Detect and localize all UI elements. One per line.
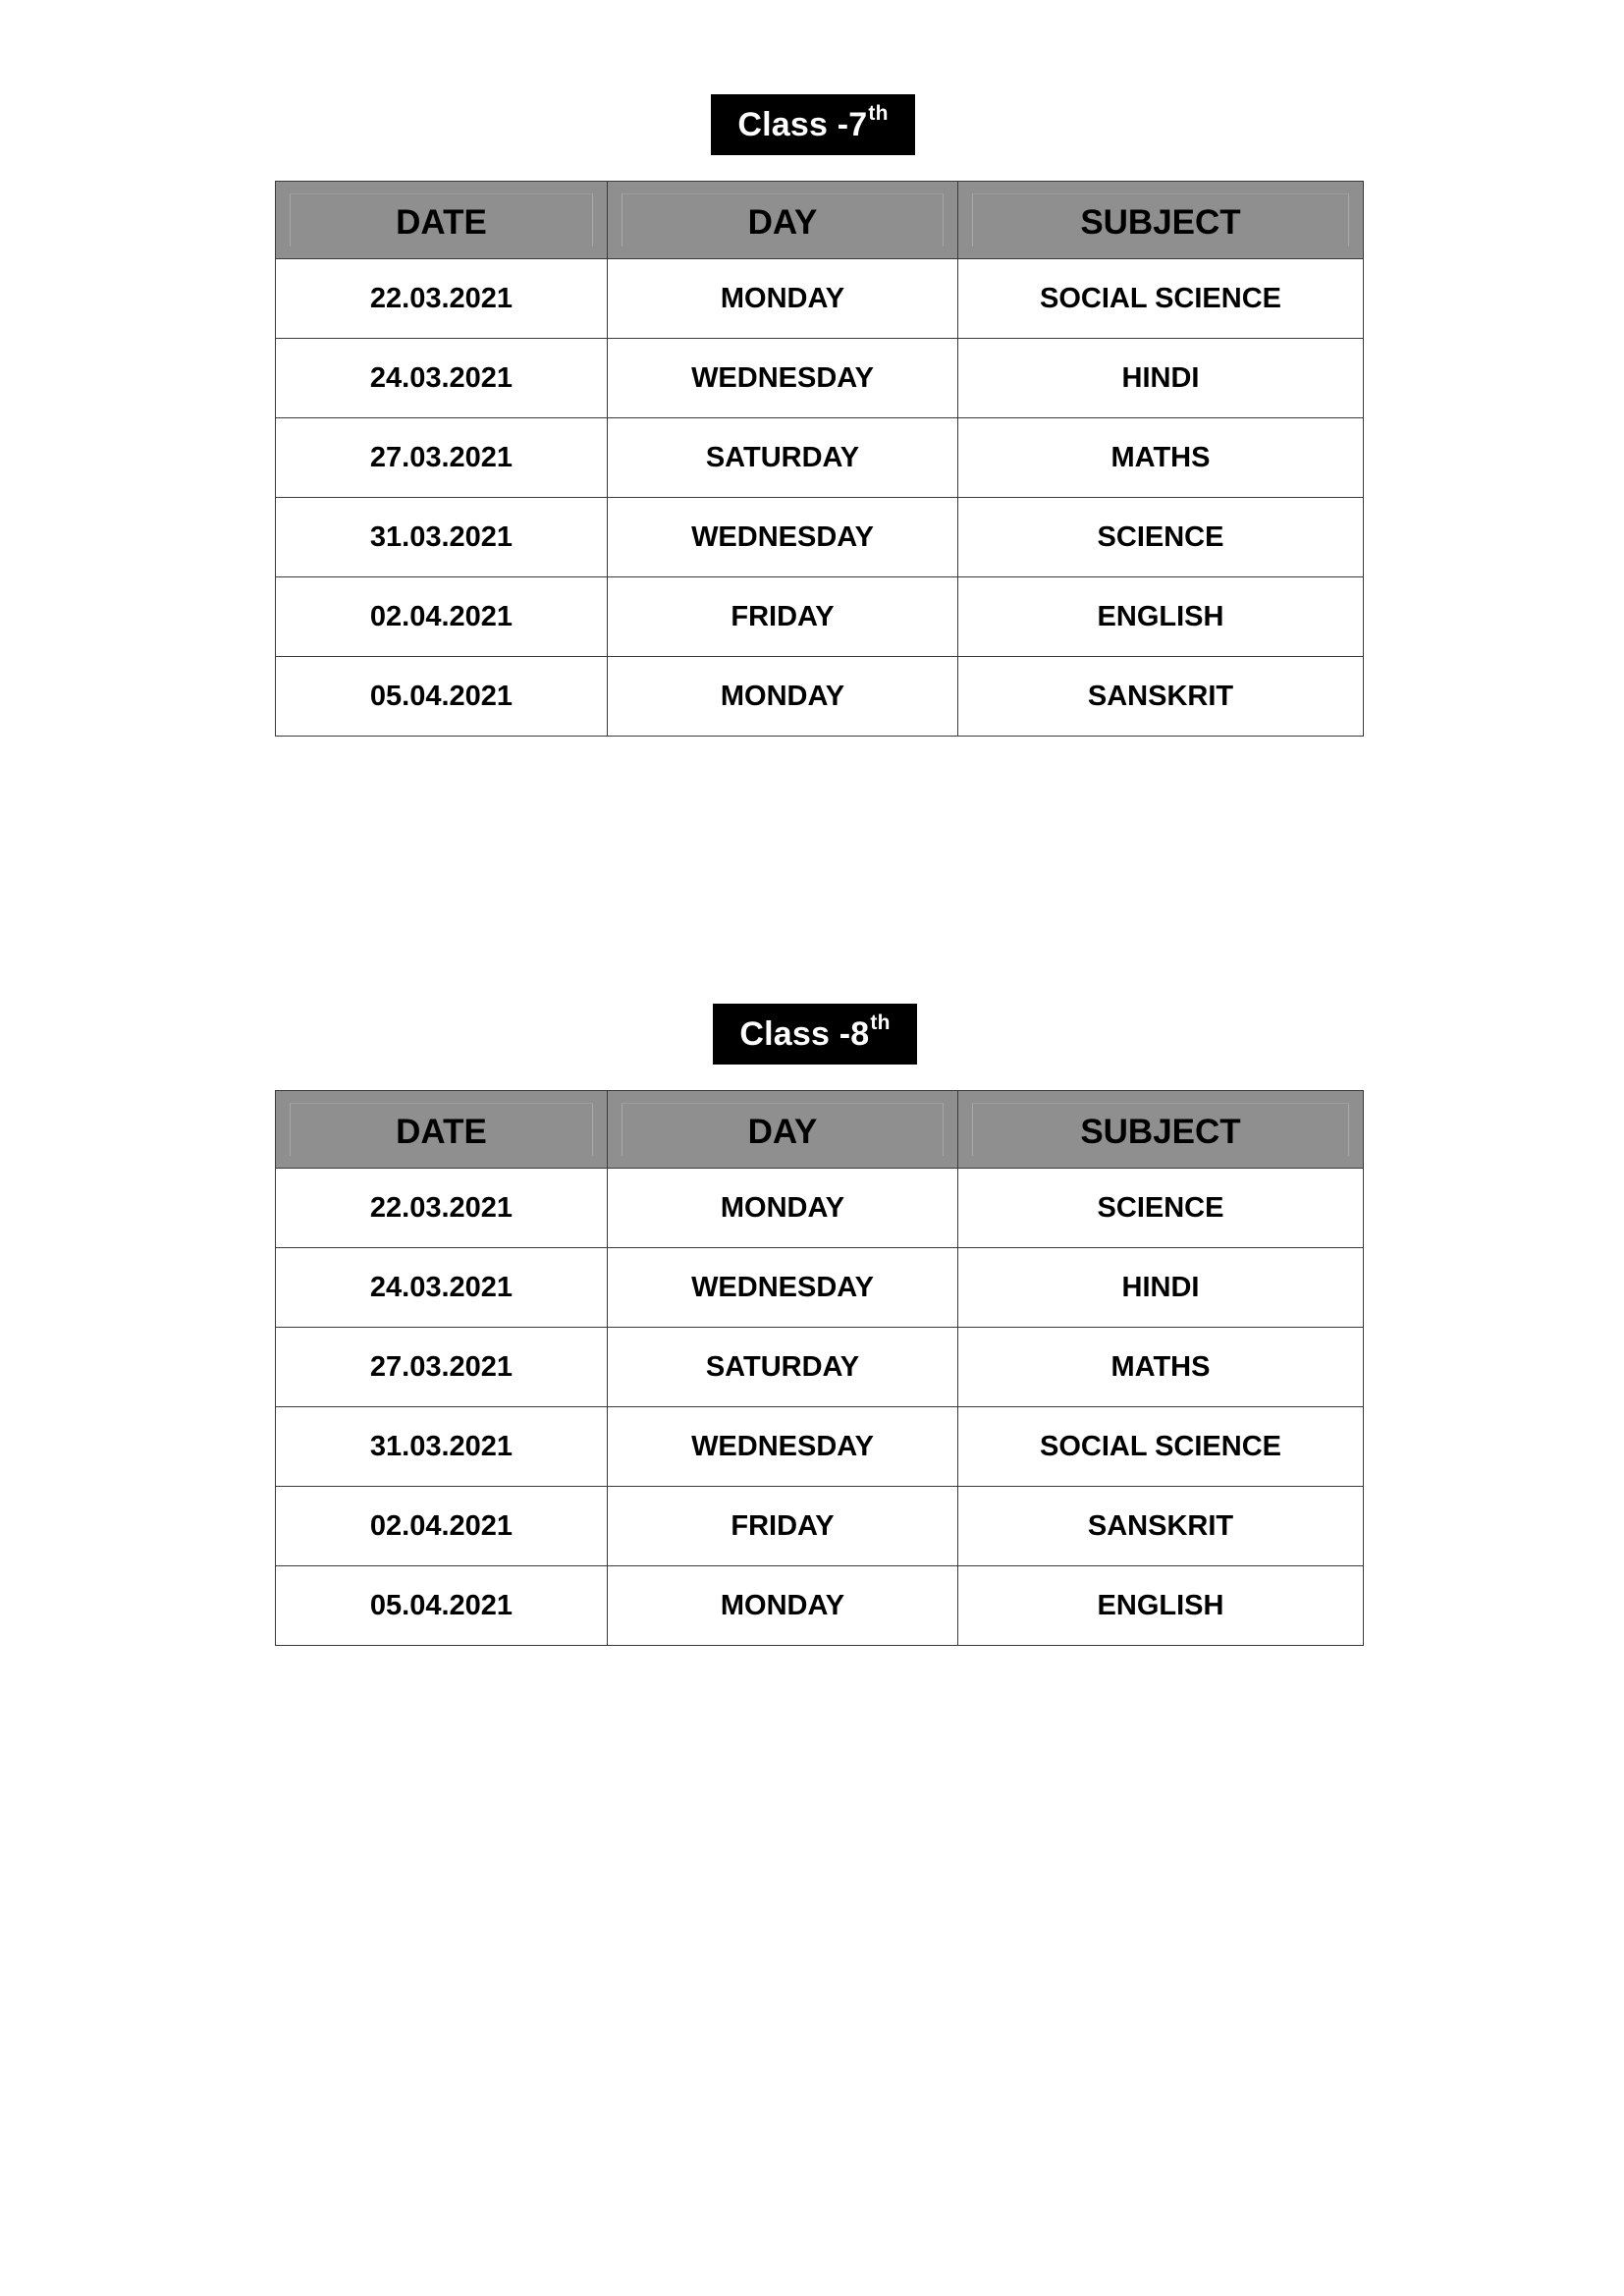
subject-cell: HINDI [958, 339, 1364, 418]
table-row [276, 1248, 1364, 1328]
day-cell: FRIDAY [608, 577, 958, 657]
class-8-label-text: Class -8 [739, 1015, 870, 1053]
day-cell: SATURDAY [608, 418, 958, 498]
date-cell: 05.04.2021 [276, 1566, 608, 1646]
date-cell: 22.03.2021 [276, 1169, 608, 1248]
date-cell: 22.03.2021 [276, 259, 608, 339]
day-cell: WEDNESDAY [608, 339, 958, 418]
day-cell: SATURDAY [608, 1328, 958, 1407]
subject-cell: SOCIAL SCIENCE [958, 1407, 1364, 1487]
subject-cell: SANSKRIT [958, 1487, 1364, 1566]
date-cell: 31.03.2021 [276, 1407, 608, 1487]
class-7-label-text: Class -7 [737, 106, 868, 143]
date-cell: 02.04.2021 [276, 1487, 608, 1566]
subject-cell: ENGLISH [958, 577, 1364, 657]
header-date: DATE [276, 182, 608, 259]
class-8-timetable [275, 1090, 1364, 1646]
date-cell: 27.03.2021 [276, 1328, 608, 1407]
table-row [276, 657, 1364, 737]
class-7-label [711, 94, 914, 155]
table-row [276, 418, 1364, 498]
header-row [276, 1091, 1364, 1169]
table-row [276, 1328, 1364, 1407]
class-7-label-sup: th [868, 101, 889, 125]
class-7-timetable [275, 181, 1364, 737]
day-cell: MONDAY [608, 259, 958, 339]
day-cell: MONDAY [608, 1566, 958, 1646]
day-cell: WEDNESDAY [608, 1407, 958, 1487]
header-subject: SUBJECT [958, 1091, 1364, 1169]
day-cell: MONDAY [608, 1169, 958, 1248]
table-row [276, 259, 1364, 339]
subject-cell: SCIENCE [958, 1169, 1364, 1248]
day-cell: WEDNESDAY [608, 1248, 958, 1328]
date-cell: 05.04.2021 [276, 657, 608, 737]
subject-cell: MATHS [958, 1328, 1364, 1407]
date-cell: 24.03.2021 [276, 339, 608, 418]
header-day: DAY [608, 182, 958, 259]
date-cell: 31.03.2021 [276, 498, 608, 577]
date-cell: 27.03.2021 [276, 418, 608, 498]
table-row [276, 339, 1364, 418]
date-cell: 02.04.2021 [276, 577, 608, 657]
header-subject: SUBJECT [958, 182, 1364, 259]
table-row [276, 1169, 1364, 1248]
subject-cell: MATHS [958, 418, 1364, 498]
header-day: DAY [608, 1091, 958, 1169]
table-row [276, 1487, 1364, 1566]
subject-cell: SCIENCE [958, 498, 1364, 577]
day-cell: FRIDAY [608, 1487, 958, 1566]
day-cell: MONDAY [608, 657, 958, 737]
class-8-label-sup: th [870, 1011, 891, 1034]
table-row [276, 498, 1364, 577]
subject-cell: ENGLISH [958, 1566, 1364, 1646]
class-8-label [713, 1004, 916, 1065]
table-row [276, 1566, 1364, 1646]
day-cell: WEDNESDAY [608, 498, 958, 577]
date-cell: 24.03.2021 [276, 1248, 608, 1328]
header-date: DATE [276, 1091, 608, 1169]
table-row [276, 577, 1364, 657]
subject-cell: HINDI [958, 1248, 1364, 1328]
subject-cell: SANSKRIT [958, 657, 1364, 737]
table-row [276, 1407, 1364, 1487]
subject-cell: SOCIAL SCIENCE [958, 259, 1364, 339]
header-row [276, 182, 1364, 259]
